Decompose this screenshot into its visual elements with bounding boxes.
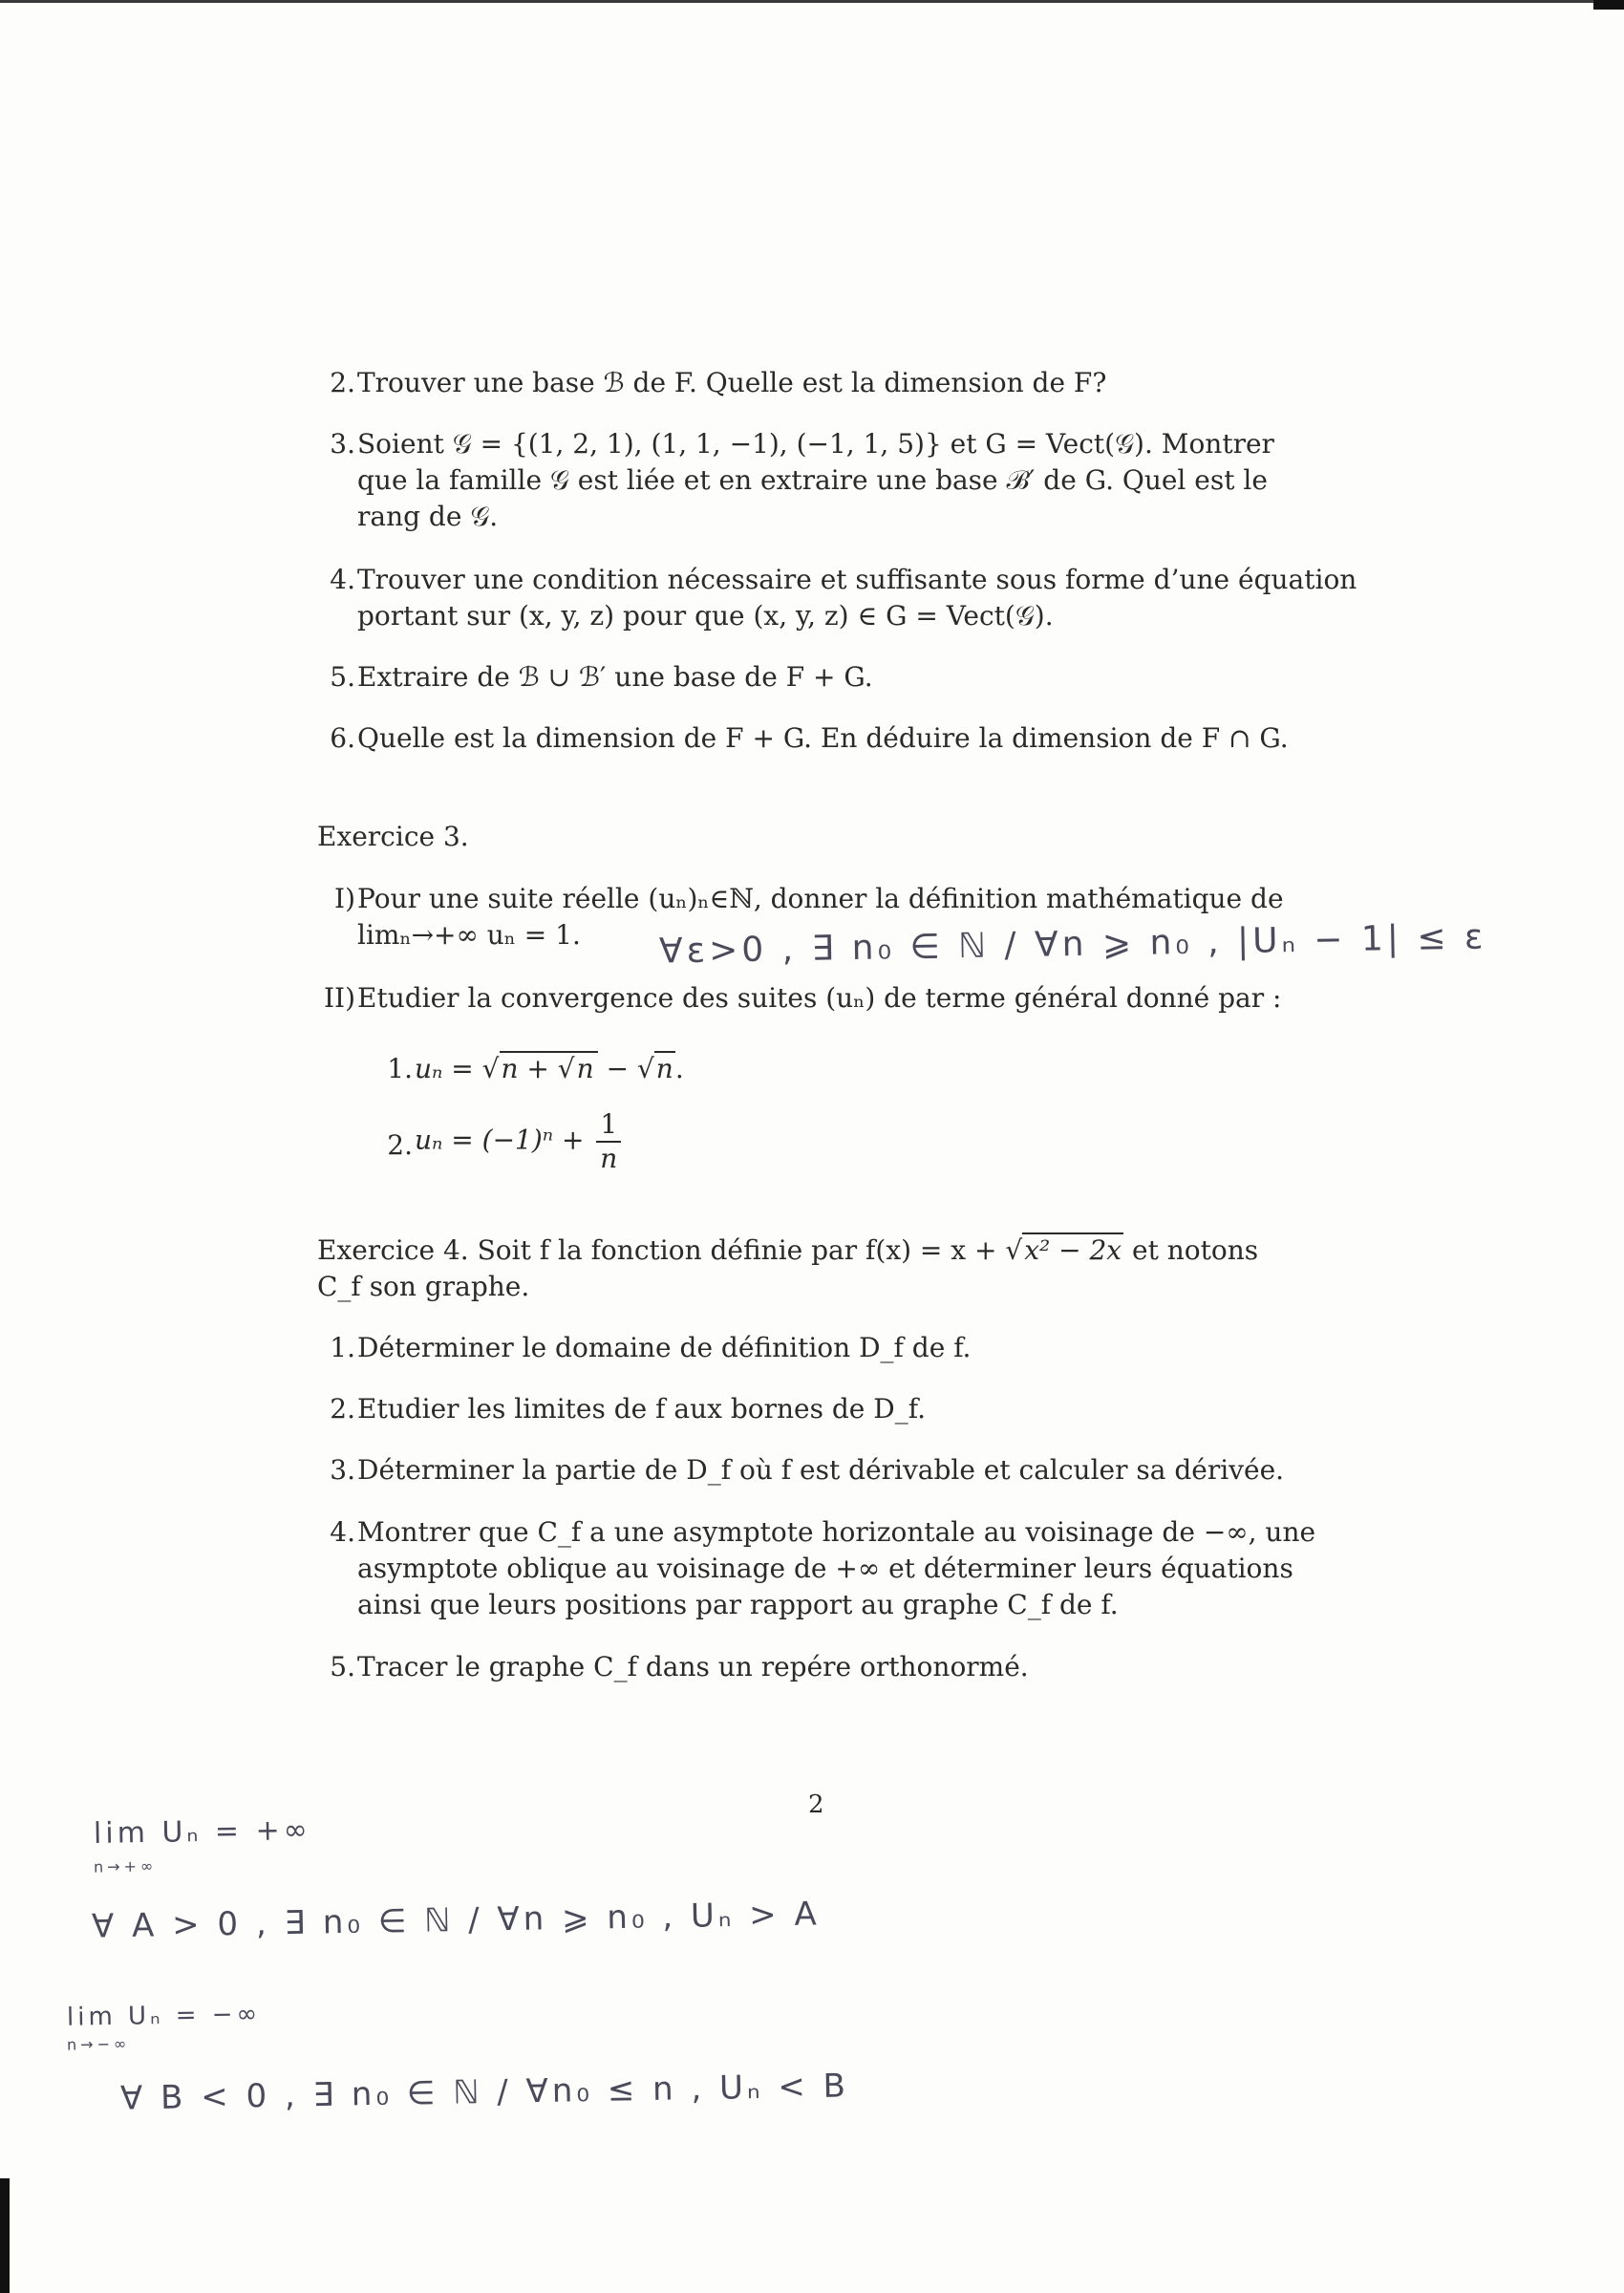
formula-part: n + bbox=[501, 1053, 558, 1084]
question-text: et notons bbox=[1123, 1234, 1259, 1266]
fraction bbox=[596, 1108, 621, 1175]
item-number: 4. bbox=[330, 1516, 355, 1548]
item-number: 3. bbox=[330, 1454, 355, 1486]
formula-part: . bbox=[674, 1053, 684, 1084]
handwritten-note: n→+∞ bbox=[93, 1856, 158, 1876]
item-number: 4. bbox=[330, 564, 355, 595]
formula-part: uₙ = bbox=[415, 1053, 474, 1084]
question-text: C_f son graphe. bbox=[317, 1271, 530, 1302]
handwritten-note: ∀ A > 0 , ∃ n₀ ∈ ℕ / ∀n ⩾ n₀ , Uₙ > A bbox=[91, 1895, 822, 1946]
formula-part: n bbox=[655, 1053, 673, 1084]
question-text: Montrer que C_f a une asymptote horizontale au voisinage de −∞, une bbox=[357, 1516, 1316, 1548]
handwritten-note: ∀ B < 0 , ∃ n₀ ∈ ℕ / ∀n₀ ≤ n , Uₙ < B bbox=[119, 2067, 850, 2118]
formula: uₙ = √n + √n − √n. bbox=[415, 1053, 684, 1084]
question-text: Etudier les limites de f aux bornes de D_f. bbox=[357, 1393, 926, 1425]
question-text: Déterminer le domaine de définition D_f de f. bbox=[357, 1332, 972, 1363]
question-text: Pour une suite réelle (uₙ)ₙ∈ℕ, donner la définition mathématique de bbox=[357, 883, 1284, 914]
question-text: limₙ→+∞ uₙ = 1. bbox=[357, 919, 581, 951]
question-text: Déterminer la partie de D_f où f est dérivable et calculer sa dérivée. bbox=[357, 1454, 1285, 1486]
item-number: 6. bbox=[330, 722, 355, 754]
scan-edge bbox=[0, 0, 1624, 3]
fraction-denominator: n bbox=[600, 1143, 618, 1174]
question-text: ainsi que leurs positions par rapport au graphe C_f de f. bbox=[357, 1589, 1119, 1620]
handwritten-note: n→−∞ bbox=[66, 2034, 131, 2054]
question-text: Tracer le graphe C_f dans un repére orthonormé. bbox=[357, 1651, 1029, 1682]
fraction-numerator: 1 bbox=[596, 1108, 621, 1143]
question-text: Quelle est la dimension de F + G. En déduire la dimension de F ∩ G. bbox=[357, 722, 1289, 754]
formula-part: uₙ = (−1)ⁿ + bbox=[415, 1124, 585, 1156]
question-text: Extraire de ℬ ∪ ℬ′ une base de F + G. bbox=[357, 661, 873, 693]
question-text: rang de 𝒢. bbox=[357, 501, 499, 532]
item-number: 2. bbox=[330, 1393, 355, 1425]
item-number: 5. bbox=[330, 1651, 355, 1682]
question-text: portant sur (x, y, z) pour que (x, y, z) ∈ G = Vect(𝒢). bbox=[357, 600, 1054, 632]
scan-mark bbox=[0, 2178, 10, 2293]
item-number: 2. bbox=[387, 1129, 413, 1161]
scan-mark bbox=[1593, 0, 1624, 10]
exercise-4-title: Exercice 4. bbox=[317, 1234, 469, 1266]
item-number: II) bbox=[323, 982, 355, 1014]
question-text: que la famille 𝒢 est liée et en extraire une base ℬ′ de G. Quel est le bbox=[357, 464, 1268, 496]
question-text: Trouver une base ℬ de F. Quelle est la dimension de F? bbox=[357, 367, 1107, 398]
formula-part: x² − 2x bbox=[1024, 1234, 1122, 1266]
question-text: Soit f la fonction définie par f(x) = x + bbox=[477, 1234, 1006, 1266]
question-text: asymptote oblique au voisinage de +∞ et déterminer leurs équations bbox=[357, 1553, 1293, 1584]
formula bbox=[415, 1108, 625, 1175]
question-text: Trouver une condition nécessaire et suffisante sous forme d’une équation bbox=[357, 564, 1357, 595]
item-number: 1. bbox=[330, 1332, 355, 1363]
item-number: 1. bbox=[387, 1053, 413, 1084]
exercise-3-title: Exercice 3. bbox=[317, 821, 469, 852]
question-text: Soient 𝒢 = {(1, 2, 1), (1, 1, −1), (−1, 1, 5)} et G = Vect(𝒢). Montrer bbox=[357, 428, 1274, 460]
item-number: 5. bbox=[330, 661, 355, 693]
item-number: I) bbox=[334, 883, 355, 914]
formula-part: n bbox=[576, 1053, 594, 1084]
handwritten-note: lim Uₙ = −∞ bbox=[66, 2000, 262, 2032]
item-number: 3. bbox=[330, 428, 355, 460]
handwritten-note: ∀ε>0 , ∃ n₀ ∈ ℕ / ∀n ⩾ n₀ , |Uₙ − 1| ≤ ε bbox=[658, 917, 1487, 972]
formula-part: − bbox=[597, 1053, 637, 1084]
exercise-4-intro: Exercice 4. Soit f la fonction définie par f(x) = x + √x² − 2x et notons bbox=[317, 1234, 1259, 1266]
item-number: 2. bbox=[330, 367, 355, 398]
page-number: 2 bbox=[808, 1790, 824, 1819]
question-text: Etudier la convergence des suites (uₙ) de terme général donné par : bbox=[357, 982, 1282, 1014]
handwritten-note: lim Uₙ = +∞ bbox=[93, 1813, 311, 1851]
